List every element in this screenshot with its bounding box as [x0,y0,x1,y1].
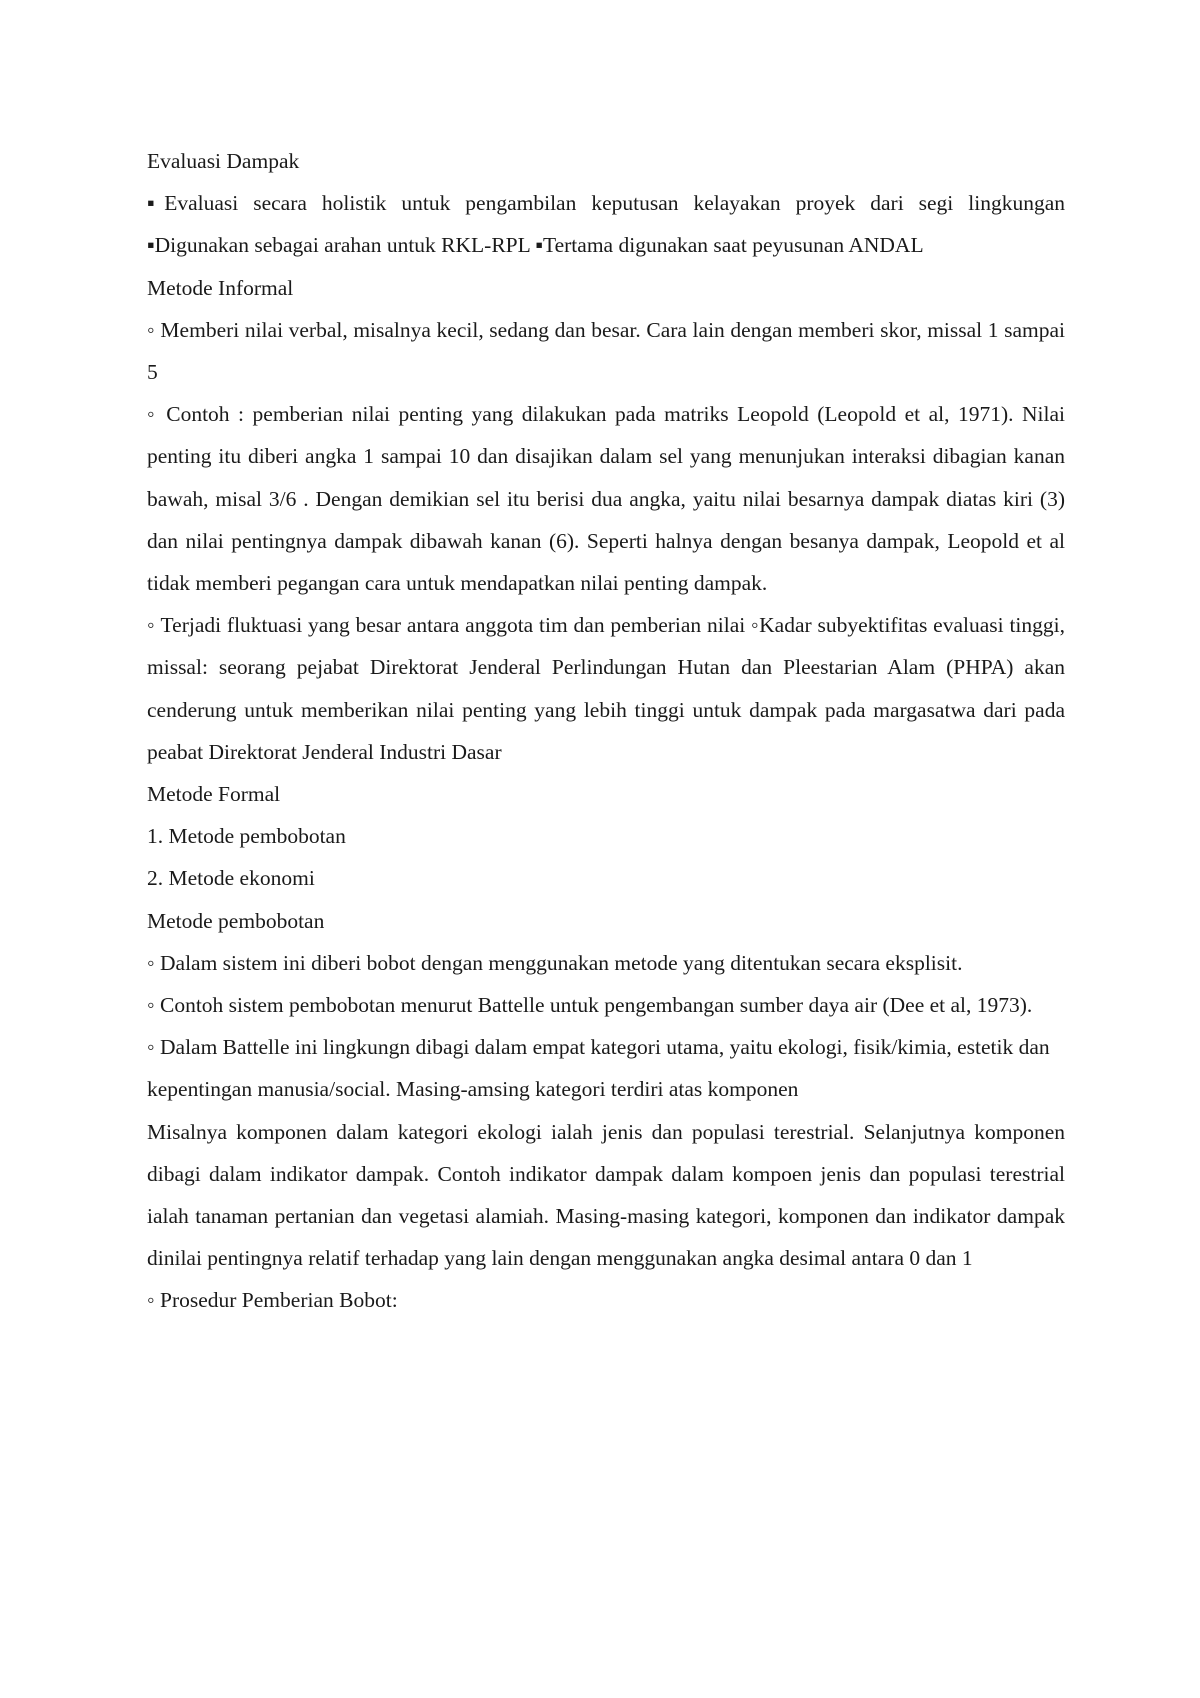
paragraph-prosedur: ◦ Prosedur Pemberian Bobot: [147,1288,398,1313]
heading-metode-formal: Metode Formal [147,782,281,807]
paragraph-contoh-battelle: ◦ Contoh sistem pembobotan menurut Battelle untuk pengembangan sumber daya air (Dee et al, 1973). [147,993,1033,1018]
document-body [147,140,1065,1322]
heading-metode-informal: Metode Informal [147,275,294,300]
paragraph-sistem-bobot: ◦ Dalam sistem ini diberi bobot dengan menggunakan metode yang ditentukan secara eksplisit. [147,950,963,975]
list-item-pembobotan: 1. Metode pembobotan [147,824,346,849]
paragraph-nilai-verbal: ◦ Memberi nilai verbal, misalnya kecil, sedang dan besar. Cara lain dengan memberi skor, missal 1 sampai 5 [147,317,1065,385]
paragraph-contoh-leopold: ◦ Contoh : pemberian nilai penting yang dilakukan pada matriks Leopold (Leopold et al, 1971). Nilai penting itu diberi angka 1 sampai 10 dan disajikan dalam sel yang menunjukan interaksi dibagian kanan bawah, misal 3/6 . Dengan demikian sel itu berisi dua angka, yaitu nilai besarnya dampak diatas kiri (3) dan nilai pentingnya dampak dibawah kanan (6). Seperti halnya dengan besanya dampak, Leopold et al tidak memberi pegangan cara untuk mendapatkan nilai penting dampak. [147,402,1065,596]
heading-metode-pembobotan: Metode pembobotan [147,908,325,933]
paragraph-komponen: Misalnya komponen dalam kategori ekologi ialah jenis dan populasi terestrial. Selanjutnya komponen dibagi dalam indikator dampak. Contoh indikator dampak dalam kompoen jenis dan populasi terestrial ialah tanaman pertanian dan vegetasi alamiah. Masing-masing kategori, komponen dan indikator dampak dinilai pentingnya relatif terhadap yang lain dengan menggunakan angka desimal antara 0 dan 1 [147,1119,1065,1271]
list-item-ekonomi: 2. Metode ekonomi [147,866,315,891]
paragraph-fluktuasi: ◦ Terjadi fluktuasi yang besar antara anggota tim dan pemberian nilai ◦Kadar subyektifitas evaluasi tinggi, missal: seorang pejabat Direktorat Jenderal Perlindungan Hutan dan Pleestarian Alam (PHPA) akan cenderung untuk memberikan nilai penting yang lebih tinggi untuk dampak pada margasatwa dari pada peabat Direktorat Jenderal Industri Dasar [147,613,1065,764]
heading-evaluasi-dampak: Evaluasi Dampak [147,149,300,173]
paragraph-kategori-battelle: ◦ Dalam Battelle ini lingkungn dibagi dalam empat kategori utama, yaitu ekologi, fisik/kimia, estetik dan kepentingan manusia/social. Masing-amsing kategori terdiri atas komponen [147,1035,1050,1102]
paragraph-evaluasi-bullets: ▪Evaluasi secara holistik untuk pengambilan keputusan kelayakan proyek dari segi lingkungan ▪Digunakan sebagai arahan untuk RKL-RPL ▪Tertama digunakan saat peyusunan ANDAL [147,191,1065,258]
